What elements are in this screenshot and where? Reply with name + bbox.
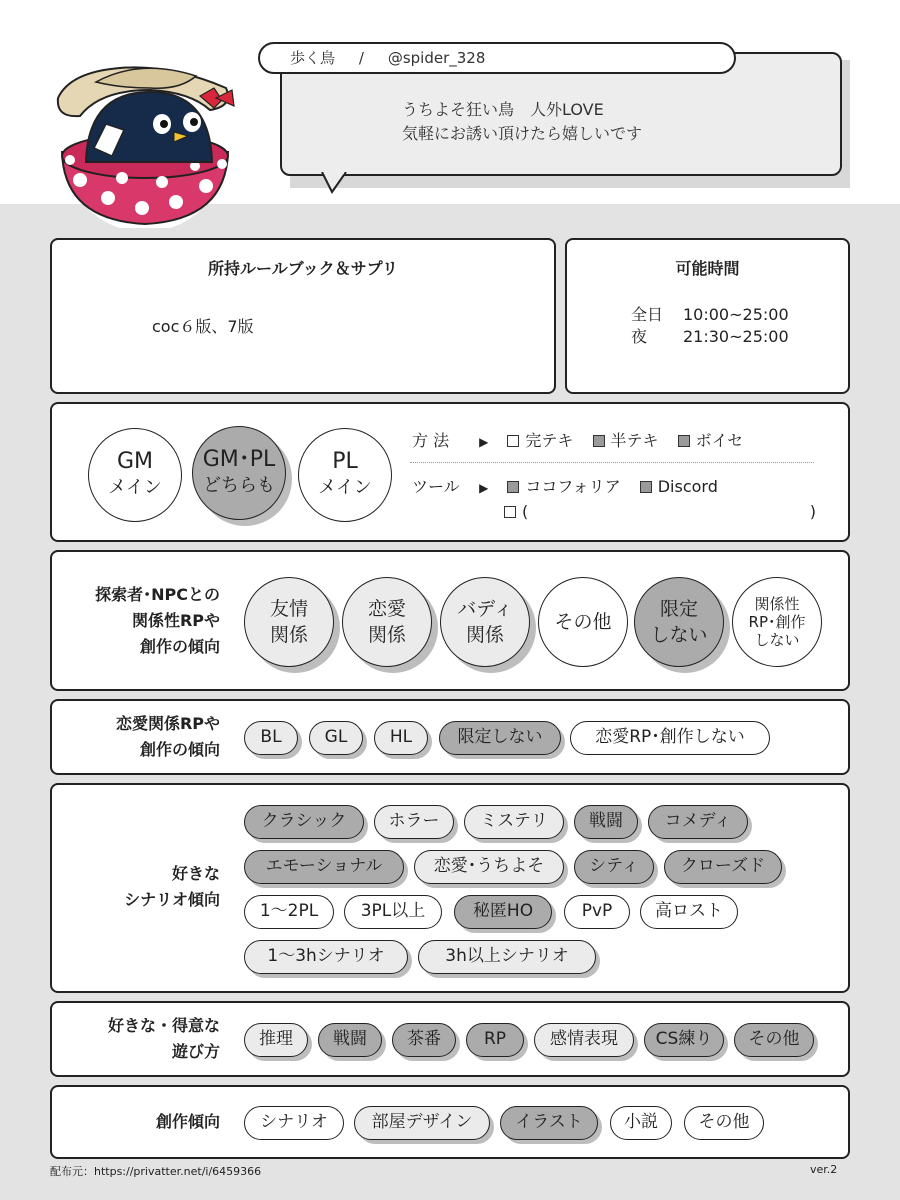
- scenario-1-3h: 1～3hシナリオ: [244, 940, 408, 974]
- scenario-pvp: PvP: [564, 895, 630, 929]
- method-voice: ボイセ: [695, 431, 744, 450]
- rulebook-value: coc６版、7版: [152, 317, 254, 336]
- time-value-allday: 10:00~25:00: [683, 305, 789, 324]
- divider: [410, 462, 814, 463]
- scenario-classic: クラシック: [244, 805, 364, 839]
- creation-other: その他: [684, 1106, 764, 1140]
- bio-text: [402, 98, 642, 146]
- time-label-night: 夜: [631, 327, 648, 346]
- relation-label: 探索者･NPCとの 関係性RPや 創作の傾向: [95, 585, 220, 656]
- romance-gl: GL: [309, 721, 363, 755]
- bio-line-1: うちよそ狂い鳥 人外LOVE: [402, 100, 604, 119]
- time-card: [565, 238, 850, 394]
- relation-buddy: バディ 関係: [440, 577, 530, 667]
- user-handle: @spider_328: [387, 49, 486, 67]
- play-cs-building: CS練り: [644, 1023, 724, 1057]
- rulebook-title: 所持ルールブック＆サプリ: [208, 259, 398, 278]
- relation-unlimited: 限定 しない: [634, 577, 724, 667]
- role-card: [50, 402, 850, 542]
- rulebook-card: [50, 238, 556, 394]
- scenario-high-lost: 高ロスト: [640, 895, 738, 929]
- scenario-comedy: コメディ: [648, 805, 748, 839]
- role-gm-pl-both: GM･PL どちらも: [192, 426, 286, 520]
- name-separator: /: [358, 49, 364, 67]
- method-label: 方 法: [412, 431, 450, 450]
- method-row: [412, 428, 743, 451]
- time-label-allday: 全日: [631, 305, 664, 324]
- relation-card: [50, 550, 850, 691]
- play-emotion: 感情表現: [534, 1023, 634, 1057]
- time-row-night: [631, 326, 789, 348]
- tool-row: [412, 474, 718, 497]
- method-full-text: 完テキ: [525, 431, 574, 450]
- role-pl-main: PL メイン: [298, 428, 392, 522]
- romance-card: [50, 699, 850, 775]
- tool-other-close: ): [809, 502, 816, 521]
- romance-bl: BL: [244, 721, 298, 755]
- scenario-3pl-plus: 3PL以上: [344, 895, 442, 929]
- checkbox-icon: [593, 435, 605, 447]
- scenario-horror: ホラー: [374, 805, 454, 839]
- play-battle: 戦闘: [318, 1023, 382, 1057]
- time-row-allday: [631, 304, 789, 326]
- method-half-text: 半テキ: [610, 431, 659, 450]
- footer-source: 配布元：https://privatter.net/i/6459366: [50, 1165, 262, 1178]
- creation-card: [50, 1085, 850, 1159]
- play-deduction: 推理: [244, 1023, 308, 1057]
- relation-romance: 恋愛 関係: [342, 577, 432, 667]
- checkbox-icon: [504, 506, 516, 518]
- tool-cocofolia: ココフォリア: [525, 477, 621, 496]
- relation-friendship: 友情 関係: [244, 577, 334, 667]
- play-rp: RP: [466, 1023, 524, 1057]
- creation-novel: 小説: [610, 1106, 672, 1140]
- scenario-romance-uchiyoso: 恋愛･うちよそ: [414, 850, 564, 884]
- play-card: [50, 1001, 850, 1077]
- bubble-tail-icon: [320, 172, 350, 194]
- romance-label: 恋愛関係RPや 創作の傾向: [115, 714, 220, 759]
- name-pill: [258, 42, 736, 74]
- checkbox-icon: [507, 435, 519, 447]
- creation-illust: イラスト: [500, 1106, 598, 1140]
- arrow-icon: ▶: [479, 435, 489, 449]
- scenario-card: [50, 783, 850, 993]
- arrow-icon: ▶: [479, 481, 489, 495]
- footer-version: ver.2: [810, 1163, 838, 1176]
- user-name: 歩く鳥: [290, 49, 336, 67]
- relation-none: 関係性 RP･創作 しない: [732, 577, 822, 667]
- play-label: 好きな・得意な 遊び方: [107, 1016, 220, 1061]
- penguin-avatar-icon: [50, 52, 240, 228]
- scenario-secret-ho: 秘匿HO: [454, 895, 552, 929]
- scenario-battle: 戦闘: [574, 805, 638, 839]
- creation-label: 創作傾向: [155, 1112, 220, 1131]
- scenario-mystery: ミステリ: [464, 805, 564, 839]
- scenario-label: 好きな シナリオ傾向: [124, 864, 220, 909]
- scenario-city: シティ: [574, 850, 654, 884]
- checkbox-icon: [507, 481, 519, 493]
- checkbox-icon: [678, 435, 690, 447]
- time-value-night: 21:30~25:00: [683, 327, 789, 346]
- creation-room-design: 部屋デザイン: [354, 1106, 490, 1140]
- scenario-3h-plus: 3h以上シナリオ: [418, 940, 596, 974]
- tool-label: ツール: [412, 477, 460, 496]
- bio-line-2: 気軽にお誘い頂けたら嬉しいです: [402, 124, 643, 143]
- relation-other: その他: [538, 577, 628, 667]
- time-title: 可能時間: [675, 259, 740, 278]
- play-other: その他: [734, 1023, 814, 1057]
- romance-unlimited: 限定しない: [439, 721, 561, 755]
- scenario-emotional: エモーショナル: [244, 850, 404, 884]
- checkbox-icon: [640, 481, 652, 493]
- romance-hl: HL: [374, 721, 428, 755]
- tool-discord: Discord: [657, 477, 718, 496]
- romance-none: 恋愛RP･創作しない: [570, 721, 770, 755]
- tool-other-open: (: [522, 502, 529, 521]
- creation-scenario: シナリオ: [244, 1106, 344, 1140]
- scenario-1-2pl: 1～2PL: [244, 895, 334, 929]
- scenario-closed: クローズド: [664, 850, 782, 884]
- tool-other-row: [504, 502, 816, 521]
- play-chaban: 茶番: [392, 1023, 456, 1057]
- role-gm-main: GM メイン: [88, 428, 182, 522]
